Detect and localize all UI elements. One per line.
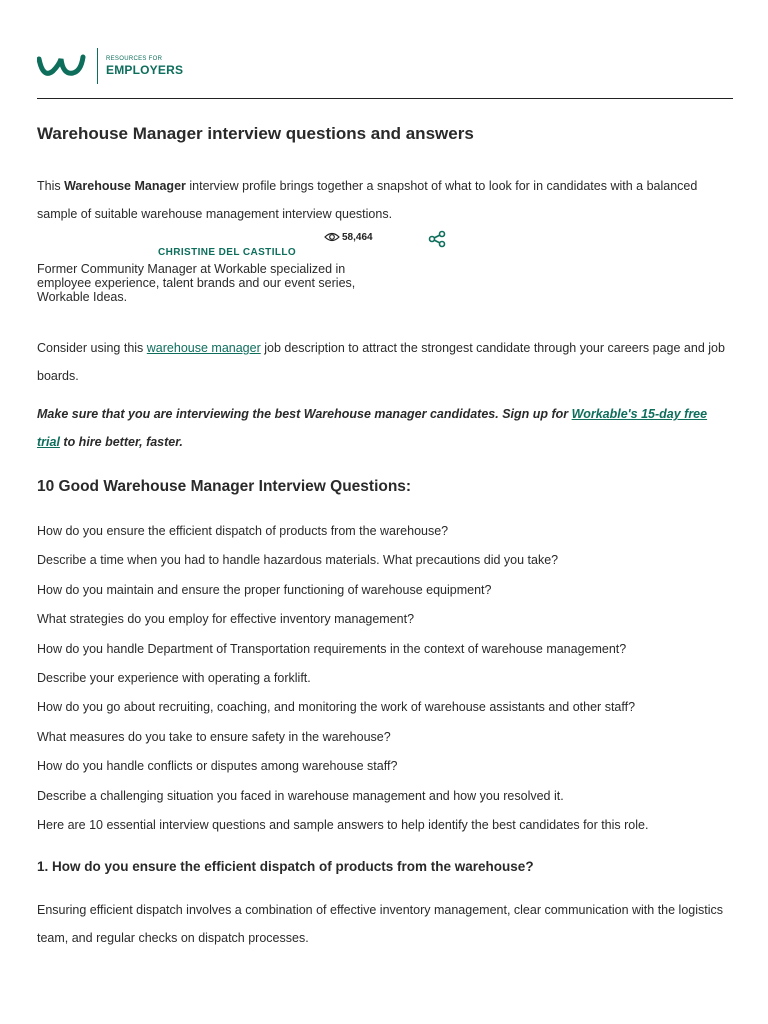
intro-prefix: This [37, 179, 65, 193]
author-bio: Former Community Manager at Workable specialized in employee experience, talent brands and our event series, Workable Ideas. [37, 262, 356, 304]
job-description-link[interactable]: warehouse manager [146, 341, 261, 355]
view-count [324, 231, 373, 243]
question-item: Describe a challenging situation you faced in warehouse management and how you resolved it. [37, 788, 564, 803]
page-title: Warehouse Manager interview questions and answers [37, 124, 474, 143]
logo-divider [97, 48, 98, 84]
free-trial-link[interactable]: Workable's 15-day free trial [37, 407, 708, 449]
question-item: What measures do you take to ensure safety in the warehouse? [37, 729, 391, 744]
header-divider [37, 98, 733, 99]
share-icon[interactable] [428, 230, 446, 248]
cta-suffix: to hire better, faster. [59, 435, 183, 449]
question-item: Describe a time when you had to handle hazardous materials. What precautions did you take? [37, 553, 559, 568]
author-name[interactable]: CHRISTINE DEL CASTILLO [158, 247, 297, 258]
consider-paragraph [37, 334, 733, 390]
view-count-value: 58,464 [342, 231, 373, 243]
eye-icon [324, 231, 340, 243]
intro-suffix: interview profile brings together a snapshot of what to look for in candidates with a balanced sample of suitable warehouse management interview questions. [37, 179, 698, 221]
logo-big-text: EMPLOYERS [106, 63, 184, 77]
questions-list [37, 520, 648, 843]
intro-bold: Warehouse Manager [64, 179, 186, 193]
question-1-heading: 1. How do you ensure the efficient dispatch of products from the warehouse? [37, 859, 534, 874]
intro-paragraph [37, 172, 733, 228]
question-item: Here are 10 essential interview questions and sample answers to help identify the best candidates for this role. [37, 817, 649, 832]
question-item: How do you go about recruiting, coaching, and monitoring the work of warehouse assistants and other staff? [37, 700, 636, 715]
logo-small-text: RESOURCES FOR [106, 56, 163, 62]
question-1-answer: Ensuring efficient dispatch involves a combination of effective inventory management, clear communication with the logistics team, and regular checks on dispatch processes. [37, 903, 724, 945]
question-item: What strategies do you employ for effective inventory management? [37, 612, 415, 627]
site-header [37, 46, 183, 86]
question-item: How do you ensure the efficient dispatch of products from the warehouse? [37, 524, 449, 538]
consider-prefix: Consider using this [37, 341, 147, 355]
cta-prefix: Make sure that you are interviewing the best Warehouse manager candidates. Sign up for [37, 407, 572, 421]
question-item: How do you handle Department of Transportation requirements in the context of warehouse management? [37, 641, 627, 656]
questions-heading: 10 Good Warehouse Manager Interview Questions: [37, 478, 412, 495]
cta-paragraph [37, 400, 733, 456]
logo-text[interactable] [106, 55, 183, 77]
question-item: Describe your experience with operating a forklift. [37, 670, 311, 685]
consider-suffix: job description to attract the strongest candidate through your careers page and job boards. [37, 341, 725, 383]
workable-logo-icon[interactable] [37, 49, 89, 83]
question-item: How do you handle conflicts or disputes among warehouse staff? [37, 759, 398, 774]
question-item: How do you maintain and ensure the proper functioning of warehouse equipment? [37, 582, 492, 597]
